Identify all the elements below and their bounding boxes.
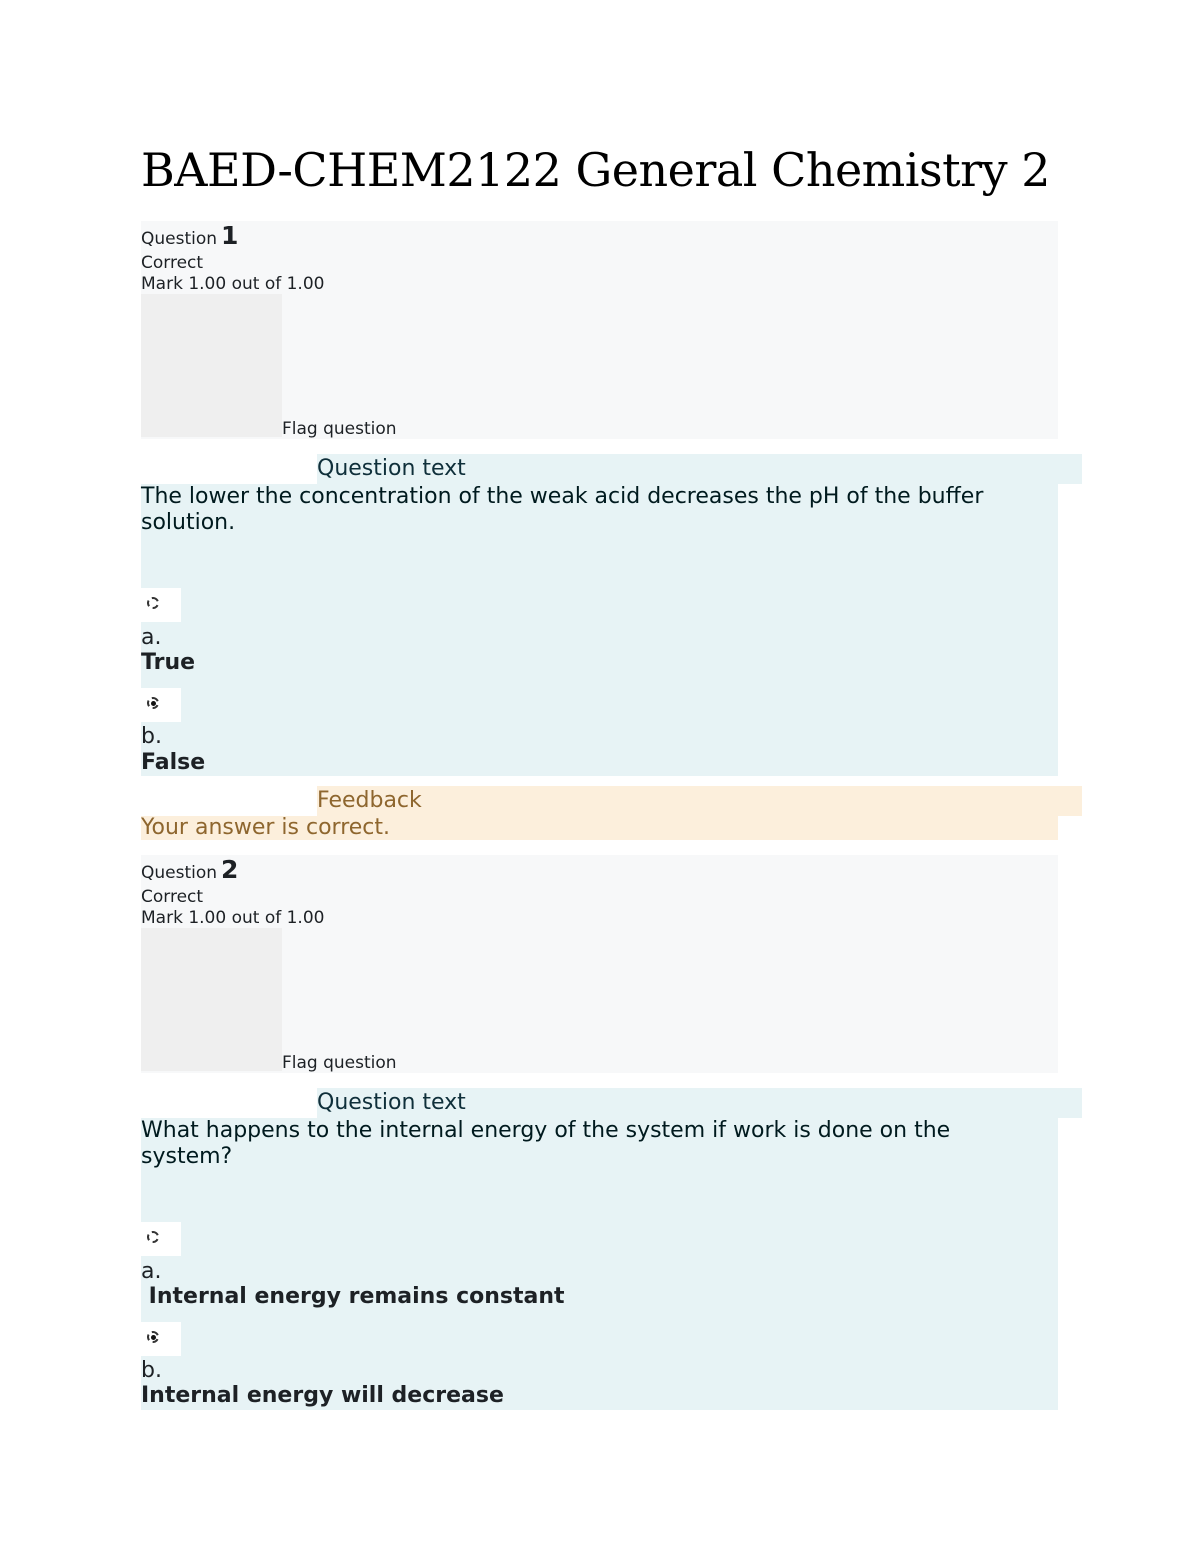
- question-1-info: [141, 221, 1058, 439]
- flag-icon[interactable]: [141, 294, 282, 437]
- question-2-content: [141, 1118, 1058, 1410]
- question-2-flag-link[interactable]: Flag question: [282, 1053, 397, 1073]
- question-1-text: The lower the concentration of the weak acid decreases the pH of the buffer solution.: [141, 484, 984, 535]
- question-2-state: Correct: [141, 887, 204, 907]
- question-2-mark: Mark 1.00 out of 1.00: [141, 908, 325, 928]
- question-1-option-a-letter: a.: [141, 625, 162, 650]
- radio-unchecked-icon: [147, 1231, 159, 1243]
- question-2-option-b-text[interactable]: Internal energy will decrease: [141, 1383, 504, 1408]
- page-title: BAED-CHEM2122 General Chemistry 2: [141, 143, 1050, 197]
- question-2-text-header: Question text: [317, 1088, 1082, 1118]
- question-1-content: [141, 484, 1058, 776]
- question-1-feedback-text: Your answer is correct.: [141, 815, 391, 840]
- question-1-option-a-text[interactable]: True: [141, 650, 196, 675]
- question-2-info: [141, 855, 1058, 1073]
- question-2-label: Question 2: [141, 855, 239, 884]
- question-2-option-b-letter: b.: [141, 1358, 162, 1383]
- radio-checked-icon: [147, 1331, 159, 1343]
- question-1-option-b-radio[interactable]: [141, 688, 181, 722]
- question-1-feedback-header: Feedback: [317, 786, 1082, 816]
- flag-icon[interactable]: [141, 928, 282, 1071]
- question-2-number: 2: [221, 855, 239, 884]
- question-2-option-b-radio[interactable]: [141, 1322, 181, 1356]
- question-1-flag-link[interactable]: Flag question: [282, 419, 397, 439]
- question-1-option-a-radio[interactable]: [141, 588, 181, 622]
- question-2-option-a-letter: a.: [141, 1259, 162, 1284]
- radio-unchecked-icon: [147, 597, 159, 609]
- radio-checked-icon: [147, 697, 159, 709]
- question-1-number: 1: [221, 221, 239, 250]
- question-2-option-a-text[interactable]: Internal energy remains constant: [141, 1284, 565, 1309]
- question-1-mark: Mark 1.00 out of 1.00: [141, 274, 325, 294]
- question-1-option-b-letter: b.: [141, 724, 162, 749]
- question-1-state: Correct: [141, 253, 204, 273]
- question-1-feedback: [141, 816, 1058, 840]
- question-2-option-a-radio[interactable]: [141, 1222, 181, 1256]
- question-2-text: What happens to the internal energy of the system if work is done on the system?: [141, 1118, 951, 1169]
- question-1-option-b-text[interactable]: False: [141, 750, 206, 775]
- question-1-label: Question 1: [141, 221, 239, 250]
- question-1-text-header: Question text: [317, 454, 1082, 484]
